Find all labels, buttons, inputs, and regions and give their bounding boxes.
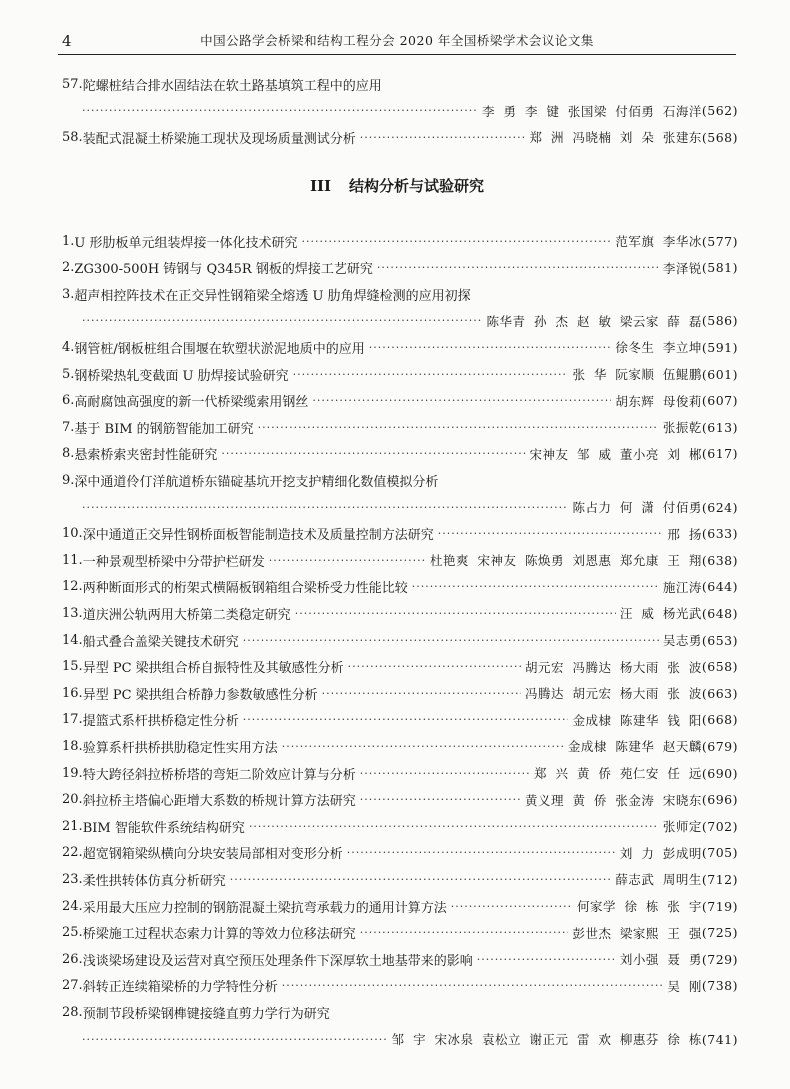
leader-dots xyxy=(293,368,569,381)
entry-title: 异型 PC 梁拱组合桥静力参数敏感性分析 xyxy=(82,687,318,703)
entry-title: U 形肋板单元组装焊接一体化技术研究 xyxy=(74,235,298,251)
entry-page: (568) xyxy=(701,129,738,145)
leader-dots xyxy=(360,926,569,939)
leader-dots xyxy=(377,261,659,274)
entry-title: 钢管桩/钢板桩组合围堰在软塑状淤泥地质中的应用 xyxy=(74,341,365,357)
entry-number: 8. xyxy=(62,446,75,462)
entry-number: 1. xyxy=(62,233,75,249)
entry-number: 3. xyxy=(62,286,75,302)
toc-entry xyxy=(62,974,738,998)
toc-entry xyxy=(62,655,738,679)
section-heading xyxy=(58,175,736,196)
entry-authors: 冯腾达 胡元宏 杨大雨 张 波 xyxy=(524,686,702,702)
entry-title: 装配式混凝土桥梁施工现状及现场质量测试分析 xyxy=(82,131,356,147)
toc-entry xyxy=(62,229,738,253)
leader-dots xyxy=(269,554,426,567)
entry-title: 陀螺桩结合排水固结法在软土路基填筑工程中的应用 xyxy=(82,78,382,94)
entry-number: 21. xyxy=(62,818,83,834)
entry-number: 10. xyxy=(62,526,83,542)
entry-authors: 吴志勇 xyxy=(662,633,702,648)
section-numeral: III xyxy=(309,177,332,195)
entry-authors: 吴 刚 xyxy=(667,978,702,994)
toc-entry xyxy=(62,256,738,280)
toc-entry xyxy=(62,734,738,758)
entry-authors: 邢 扬 xyxy=(667,526,702,542)
entry-title: 超宽钢箱梁纵横向分块安装局部相对变形分析 xyxy=(82,847,343,863)
entry-authors: 刘 力 彭成明 xyxy=(619,845,702,861)
leader-dots xyxy=(347,846,616,859)
leader-dots xyxy=(412,580,659,593)
toc-entry xyxy=(62,894,738,918)
entry-title: 桥梁施工过程状态索力计算的等效力位移法研究 xyxy=(82,927,356,943)
entry-number: 57. xyxy=(62,76,83,92)
entry-number: 13. xyxy=(62,605,83,621)
entry-page: (624) xyxy=(701,499,738,515)
entry-number: 6. xyxy=(62,393,75,409)
entry-authors: 李泽锐 xyxy=(662,260,702,276)
entry-page: (581) xyxy=(701,260,738,276)
entry-number: 20. xyxy=(62,792,83,808)
entry-title: 验算系杆拱桥拱肋稳定性实用方法 xyxy=(82,740,278,756)
entry-title: ZG300-500H 铸钢与 Q345R 钢板的焊接工艺研究 xyxy=(74,262,373,278)
entry-page: (617) xyxy=(701,446,738,462)
toc-entry xyxy=(62,708,738,732)
toc-entry xyxy=(62,125,738,149)
entry-authors: 宋神友 邹 威 董小亮 刘 郴 xyxy=(529,446,702,462)
leader-dots xyxy=(369,341,612,354)
entry-authors: 邹 宇 宋冰泉 袁松立 谢正元 雷 欢 柳惠芬 徐 栋 xyxy=(391,1032,702,1047)
entry-title: 深中通道伶仃洋航道桥东锚碇基坑开挖支护精细化数值模拟分析 xyxy=(74,474,439,490)
toc-entry xyxy=(62,761,738,785)
entry-authors: 金成棣 陈建华 钱 阳 xyxy=(572,712,702,728)
entry-authors: 杜艳爽 宋神友 陈焕勇 刘恩惠 郑允康 王 翔 xyxy=(430,553,702,569)
entry-title: 船式叠合盖梁关键技术研究 xyxy=(82,634,239,650)
entry-title: 深中通道正交异性钢桥面板智能制造技术及质量控制方法研究 xyxy=(82,528,434,544)
entry-number: 19. xyxy=(62,765,83,781)
entry-page: (702) xyxy=(701,818,738,834)
leader-dots xyxy=(243,634,659,647)
entry-page: (562) xyxy=(701,103,738,119)
entry-number: 58. xyxy=(62,129,83,145)
entry-title: 钢桥梁热轧变截面 U 肋焊接试验研究 xyxy=(74,368,289,384)
entry-number: 24. xyxy=(62,898,83,914)
entry-page: (613) xyxy=(701,419,738,435)
entry-authors: 薛志武 周明生 xyxy=(615,872,702,888)
entry-title: 道庆洲公轨两用大桥第二类稳定研究 xyxy=(82,607,291,623)
entry-page: (679) xyxy=(701,738,738,754)
entry-title: 特大跨径斜拉桥桥塔的弯矩二阶效应计算与分析 xyxy=(82,767,356,783)
toc-entry-continuation xyxy=(78,309,738,333)
entry-page: (586) xyxy=(701,313,738,329)
leader-dots xyxy=(230,873,612,886)
leader-dots xyxy=(477,953,616,966)
leader-dots xyxy=(302,235,612,248)
entry-title: 斜拉桥主塔偏心距增大系数的桥规计算方法研究 xyxy=(82,794,356,810)
entry-number: 15. xyxy=(62,659,83,675)
toc-entry xyxy=(62,442,738,466)
entry-page: (644) xyxy=(701,579,738,595)
entry-authors: 郑 兴 黄 侨 苑仁安 任 远 xyxy=(534,766,702,781)
entry-page: (729) xyxy=(701,951,738,967)
entry-authors: 李 勇 李 键 张国梁 付佰勇 石海洋 xyxy=(482,103,702,119)
toc-entry xyxy=(62,522,738,546)
entry-page: (738) xyxy=(701,978,738,994)
entry-number: 7. xyxy=(62,419,75,435)
toc-entry xyxy=(62,681,738,705)
leader-dots xyxy=(312,394,611,407)
entry-page: (663) xyxy=(701,685,738,701)
entry-page: (696) xyxy=(701,792,738,808)
leader-dots xyxy=(282,979,664,992)
toc-entry xyxy=(62,947,738,971)
leader-dots xyxy=(360,131,526,144)
toc-entry xyxy=(62,1000,738,1024)
entry-number: 18. xyxy=(62,738,83,754)
entry-number: 5. xyxy=(62,366,75,382)
leader-dots xyxy=(82,1033,388,1046)
entry-number: 2. xyxy=(62,260,75,276)
entry-page: (712) xyxy=(701,871,738,887)
entry-title: 采用最大压应力控制的钢筋混凝土梁抗弯承载力的通用计算方法 xyxy=(82,900,447,916)
leader-dots xyxy=(295,607,616,620)
leader-dots xyxy=(282,740,564,753)
entry-page: (719) xyxy=(701,898,738,914)
leader-dots xyxy=(451,900,573,913)
entry-authors: 徐冬生 李立坤 xyxy=(615,340,702,356)
entry-title: 提篮式系杆拱桥稳定性分析 xyxy=(82,714,239,730)
entry-number: 27. xyxy=(62,978,83,994)
toc-entry xyxy=(62,921,738,945)
toc-entry xyxy=(62,389,738,413)
entry-title: 斜转正连续箱梁桥的力学特性分析 xyxy=(82,980,278,996)
entry-authors: 胡东辉 母俊莉 xyxy=(615,393,702,409)
entry-page: (725) xyxy=(701,925,738,941)
entry-number: 23. xyxy=(62,871,83,887)
toc-entry xyxy=(62,867,738,891)
toc-entry-continuation xyxy=(78,495,738,519)
entry-authors: 张师定 xyxy=(662,819,702,835)
entry-number: 17. xyxy=(62,712,83,728)
toc-entry xyxy=(62,628,738,652)
entry-page: (741) xyxy=(701,1031,738,1047)
entry-authors: 黄义理 黄 侨 张金涛 宋晓东 xyxy=(524,792,702,808)
entry-page: (638) xyxy=(701,552,738,568)
entry-title: 异型 PC 梁拱组合桥自振特性及其敏感性分析 xyxy=(82,661,344,677)
entry-number: 9. xyxy=(62,472,75,488)
entry-page: (653) xyxy=(701,632,738,648)
running-header xyxy=(58,30,736,55)
entry-title: 两种断面形式的桁架式横隔板钢箱组合梁桥受力性能比较 xyxy=(82,581,408,597)
entry-authors: 何家学 徐 栋 张 宇 xyxy=(576,899,702,914)
entry-authors: 范军旗 李华冰 xyxy=(615,234,702,249)
leader-dots xyxy=(249,820,659,833)
leader-dots xyxy=(258,421,659,434)
entry-authors: 张 华 阮家顺 伍鲲鹏 xyxy=(572,367,702,382)
entry-title: 超声相控阵技术在正交异性钢箱梁全熔透 U 肋角焊缝检测的应用初探 xyxy=(74,288,471,304)
page-number: 4 xyxy=(62,32,72,50)
entry-page: (658) xyxy=(701,659,738,675)
entry-number: 12. xyxy=(62,579,83,595)
entry-authors: 彭世杰 梁家熙 王 强 xyxy=(572,925,702,941)
toc-entry xyxy=(62,841,738,865)
toc-entry xyxy=(62,548,738,572)
entry-authors: 陈华青 孙 杰 赵 敏 梁云家 薛 磊 xyxy=(486,313,702,329)
entry-page: (705) xyxy=(701,845,738,861)
entry-number: 16. xyxy=(62,685,83,701)
toc-entry xyxy=(62,814,738,838)
toc-entry-continuation xyxy=(78,99,738,123)
entry-title: 一种景观型桥梁中分带护栏研发 xyxy=(82,554,265,570)
entry-page: (668) xyxy=(701,712,738,728)
entry-title: 悬索桥索夹密封性能研究 xyxy=(74,448,218,464)
entry-authors: 胡元宏 冯腾达 杨大雨 张 波 xyxy=(524,659,702,675)
entry-number: 26. xyxy=(62,951,83,967)
entry-page: (633) xyxy=(701,526,738,542)
entry-authors: 汪 威 杨光武 xyxy=(619,606,702,622)
entry-authors: 郑 洲 冯晓楠 刘 朵 张建东 xyxy=(529,130,702,146)
entry-authors: 金成棣 陈建华 赵天麟 xyxy=(567,739,702,755)
leader-dots xyxy=(322,687,521,700)
entry-number: 22. xyxy=(62,845,83,861)
toc-entry-continuation xyxy=(78,1027,738,1051)
toc-entry xyxy=(62,788,738,812)
leader-dots xyxy=(82,314,483,327)
entry-number: 25. xyxy=(62,925,83,941)
entry-authors: 施江涛 xyxy=(662,579,702,595)
entry-title: 浅谈梁场建设及运营对真空预压处理条件下深厚软土地基带来的影响 xyxy=(82,953,473,969)
leader-dots xyxy=(82,104,478,117)
leader-dots xyxy=(360,767,530,780)
entry-page: (648) xyxy=(701,605,738,621)
entry-title: 基于 BIM 的钢筋智能加工研究 xyxy=(74,421,254,437)
leader-dots xyxy=(82,501,568,514)
entry-authors: 刘小强 聂 勇 xyxy=(619,952,702,968)
entry-page: (577) xyxy=(701,233,738,249)
entry-authors: 张振乾 xyxy=(662,420,702,436)
toc-entry xyxy=(62,601,738,625)
entry-number: 4. xyxy=(62,339,75,355)
section-title: 结构分析与试验研究 xyxy=(349,177,485,195)
entry-page: (591) xyxy=(701,339,738,355)
entry-authors: 陈占力 何 潇 付佰勇 xyxy=(572,500,702,515)
entry-page: (690) xyxy=(701,765,738,781)
toc-entry xyxy=(62,282,738,306)
entry-title: BIM 智能软件系统结构研究 xyxy=(82,820,245,836)
leader-dots xyxy=(438,527,664,540)
toc-entry xyxy=(62,415,738,439)
running-title: 中国公路学会桥梁和结构工程分会 2020 年全国桥梁学术会议论文集 xyxy=(200,33,594,48)
entry-number: 11. xyxy=(62,552,83,568)
leader-dots xyxy=(348,660,521,673)
entry-title: 预制节段桥梁钢榫键接缝直剪力学行为研究 xyxy=(82,1006,330,1022)
leader-dots xyxy=(243,713,569,726)
toc-entry xyxy=(62,468,738,492)
leader-dots xyxy=(360,793,521,806)
entry-number: 14. xyxy=(62,632,83,648)
toc-entry xyxy=(62,362,738,386)
entry-title: 柔性拱转体仿真分析研究 xyxy=(82,873,226,889)
toc-entry xyxy=(62,72,738,96)
toc-entry xyxy=(62,575,738,599)
entry-page: (607) xyxy=(701,393,738,409)
entry-page: (601) xyxy=(701,366,738,382)
entry-title: 高耐腐蚀高强度的新一代桥梁缆索用钢丝 xyxy=(74,395,309,411)
leader-dots xyxy=(221,447,525,460)
entry-number: 28. xyxy=(62,1004,83,1020)
toc-entry xyxy=(62,335,738,359)
